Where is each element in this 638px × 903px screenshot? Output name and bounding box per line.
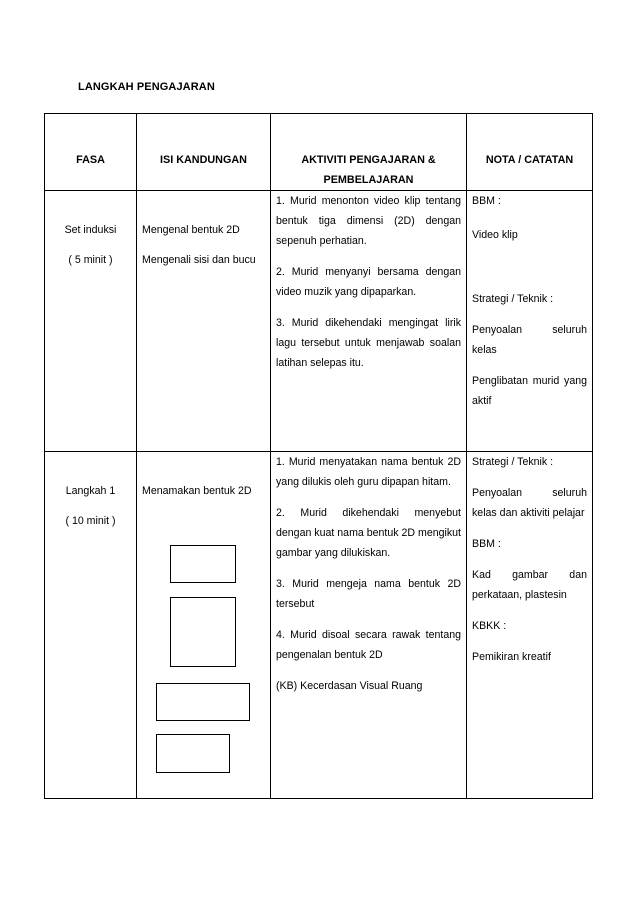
nota-item: KBKK : bbox=[472, 620, 507, 632]
square-shape-drawing bbox=[170, 545, 236, 583]
aktiviti-cell bbox=[271, 452, 467, 799]
nota-item: BBM : bbox=[472, 538, 501, 550]
aktiviti-item: 2. Murid menyanyi bersama dengan video muzik yang dipaparkan. bbox=[276, 266, 461, 298]
isi-item: Menamakan bentuk 2D bbox=[142, 485, 252, 497]
aktiviti-item: 4. Murid disoal secara rawak tentang pengenalan bentuk 2D bbox=[276, 629, 461, 661]
nota-item: Kad gambar dan perkataan, plastesin bbox=[472, 569, 587, 601]
header-nota: NOTA / CATATAN bbox=[467, 114, 593, 191]
table-row bbox=[45, 452, 593, 799]
tall-rectangle-drawing bbox=[170, 597, 236, 667]
nota-item: Strategi / Teknik : bbox=[472, 293, 554, 305]
isi-cell bbox=[137, 191, 271, 452]
lesson-steps-table bbox=[44, 113, 593, 799]
nota-item: Video klip bbox=[472, 229, 518, 241]
wide-rectangle-drawing bbox=[156, 683, 250, 721]
fasa-duration: ( 10 minit ) bbox=[65, 515, 116, 527]
small-rectangle-drawing bbox=[156, 734, 230, 773]
nota-cell bbox=[467, 452, 593, 799]
table-row bbox=[45, 191, 593, 452]
aktiviti-item: (KB) Kecerdasan Visual Ruang bbox=[276, 680, 423, 692]
nota-item: Penyoalan seluruh kelas bbox=[472, 324, 587, 356]
page-title: LANGKAH PENGAJARAN bbox=[78, 81, 215, 93]
table-header-row bbox=[45, 114, 593, 191]
fasa-label: Set induksi bbox=[64, 224, 117, 236]
fasa-cell bbox=[45, 191, 137, 452]
fasa-duration: ( 5 minit ) bbox=[68, 254, 113, 266]
nota-cell bbox=[467, 191, 593, 452]
aktiviti-cell bbox=[271, 191, 467, 452]
aktiviti-item: 3. Murid dikehendaki mengingat lirik lagu tersebut untuk menjawab soalan latihan selepas itu. bbox=[276, 317, 461, 369]
fasa-cell bbox=[45, 452, 137, 799]
header-isi-kandungan: ISI KANDUNGAN bbox=[137, 114, 271, 191]
aktiviti-item: 1. Murid menyatakan nama bentuk 2D yang dilukis oleh guru dipapan hitam. bbox=[276, 456, 461, 488]
isi-item: Mengenal bentuk 2D bbox=[142, 224, 240, 236]
nota-item: Penglibatan murid yang aktif bbox=[472, 375, 587, 407]
header-aktiviti: AKTIVITI PENGAJARAN & PEMBELAJARAN bbox=[271, 114, 467, 191]
nota-item: Penyoalan seluruh kelas dan aktiviti pelajar bbox=[472, 487, 587, 519]
aktiviti-item: 1. Murid menonton video klip tentang bentuk tiga dimensi (2D) dengan sepenuh perhatian. bbox=[276, 195, 461, 247]
header-fasa: FASA bbox=[45, 114, 137, 191]
fasa-label: Langkah 1 bbox=[65, 485, 116, 497]
aktiviti-item: 3. Murid mengeja nama bentuk 2D tersebut bbox=[276, 578, 461, 610]
nota-item: Pemikiran kreatif bbox=[472, 651, 551, 663]
aktiviti-item: 2. Murid dikehendaki menyebut dengan kuat nama bentuk 2D mengikut gambar yang dilukiskan. bbox=[276, 507, 461, 559]
nota-item: BBM : bbox=[472, 195, 501, 207]
isi-item: Mengenali sisi dan bucu bbox=[142, 254, 256, 266]
nota-item: Strategi / Teknik : bbox=[472, 456, 554, 468]
